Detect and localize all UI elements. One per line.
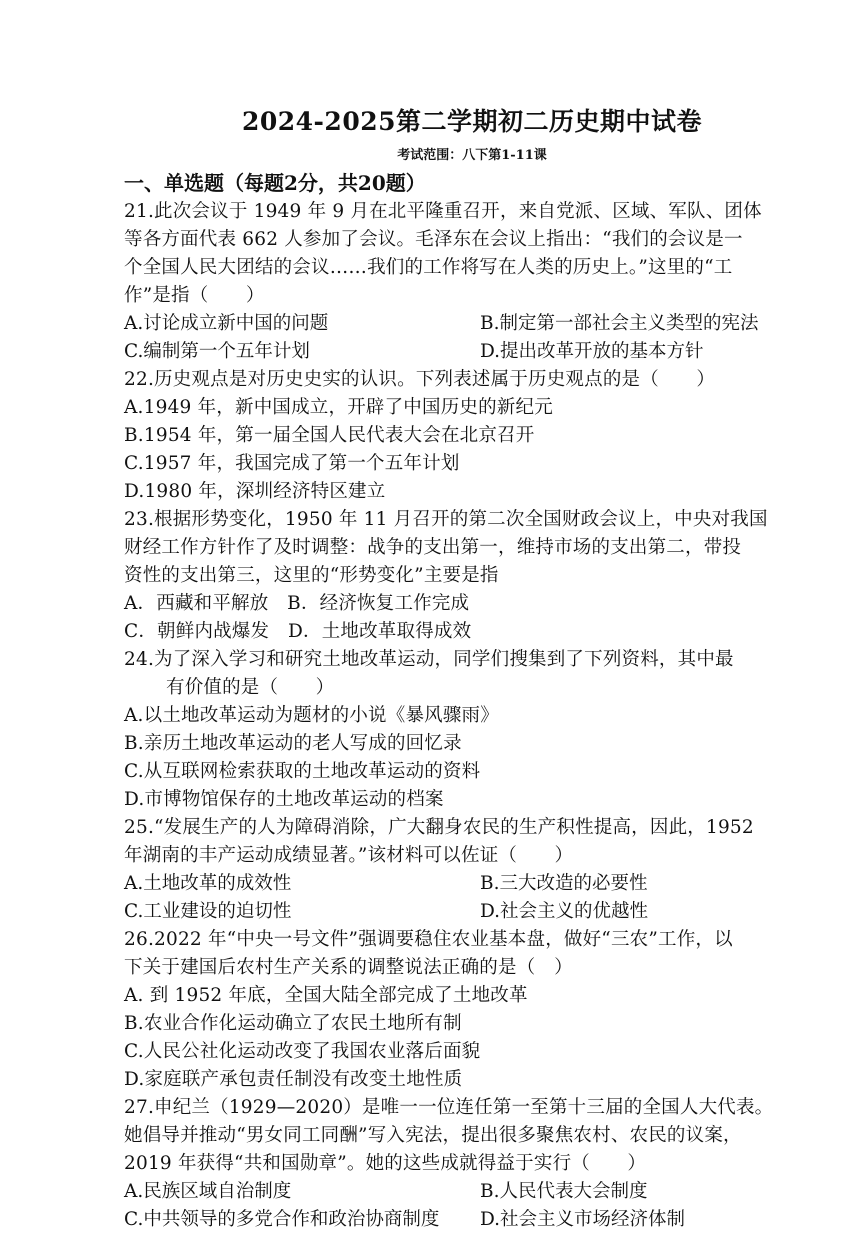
answer-option[interactable]: B.制定第一部社会主义类型的宪法 <box>480 313 759 334</box>
question-stem-line: 22.历史观点是对历史史实的认识。下列表述属于历史观点的是（ ） <box>124 369 716 390</box>
answer-option[interactable]: C.中共领导的多党合作和政治协商制度 <box>124 1209 440 1230</box>
answer-option[interactable]: D.1980 年，深圳经济特区建立 <box>124 481 386 502</box>
answer-option[interactable]: B.三大改造的必要性 <box>480 873 648 894</box>
question-23 <box>124 506 820 646</box>
answer-option[interactable]: D.家庭联产承包责任制没有改变土地性质 <box>124 1069 463 1090</box>
question-22 <box>124 366 820 506</box>
answer-option[interactable]: B.农业合作化运动确立了农民土地所有制 <box>124 1013 462 1034</box>
question-stem-line: 财经工作方针作了及时调整：战争的支出第一，维持市场的支出第二，带投 <box>124 537 742 558</box>
answer-option[interactable]: B.人民代表大会制度 <box>480 1181 648 1202</box>
question-25 <box>124 814 820 926</box>
question-stem-line: 25.“发展生产的人为障碍消除，广大翻身农民的生产积性提高，因此，1952 <box>124 817 754 838</box>
answer-option[interactable]: B.1954 年，第一届全国人民代表大会在北京召开 <box>124 425 535 446</box>
question-stem-line: 27.申纪兰（1929—2020）是唯一一位连任第一至第十三届的全国人大代表。 <box>124 1097 774 1118</box>
question-21 <box>124 198 820 366</box>
option-row <box>124 310 820 338</box>
question-stem-line: 26.2022 年“中央一号文件”强调要稳住农业基本盘，做好“三农”工作，以 <box>124 929 733 950</box>
question-stem-line: 等各方面代表 662 人参加了会议。毛泽东在会议上指出：“我们的会议是一 <box>124 229 743 250</box>
answer-option[interactable]: A．西藏和平解放 B．经济恢复工作完成 <box>124 593 470 614</box>
answer-option[interactable]: D.社会主义的优越性 <box>480 901 649 922</box>
answer-option[interactable]: D.提出改革开放的基本方针 <box>480 341 704 362</box>
option-row <box>124 870 820 898</box>
answer-option[interactable]: C.从互联网检索获取的土地改革运动的资料 <box>124 761 481 782</box>
answer-option[interactable]: A. 到 1952 年底，全国大陆全部完成了土地改革 <box>124 985 528 1006</box>
option-row <box>124 898 820 926</box>
question-stem-line: 有价值的是（ ） <box>166 677 335 698</box>
question-stem-line: 21.此次会议于 1949 年 9 月在北平隆重召开，来自党派、区域、军队、团体 <box>124 201 762 222</box>
answer-option[interactable]: D.市博物馆保存的土地改革运动的档案 <box>124 789 444 810</box>
option-row <box>124 338 820 366</box>
answer-option[interactable]: B.亲历土地改革运动的老人写成的回忆录 <box>124 733 462 754</box>
question-stem-line: 24.为了深入学习和研究土地改革运动，同学们搜集到了下列资料，其中最 <box>124 649 734 670</box>
answer-option[interactable]: A.1949 年，新中国成立，开辟了中国历史的新纪元 <box>124 397 553 418</box>
exam-scope: 考试范围：八下第1-11课 <box>397 148 547 163</box>
question-24 <box>124 646 820 814</box>
question-stem-line: 23.根据形势变化，1950 年 11 月召开的第二次全国财政会议上，中央对我国 <box>124 509 768 530</box>
question-stem-line: 年湖南的丰产运动成绩显著。”该材料可以佐证（ ） <box>124 845 574 866</box>
answer-option[interactable]: A.民族区域自治制度 <box>124 1181 292 1202</box>
answer-option[interactable]: C.工业建设的迫切性 <box>124 901 292 922</box>
question-27 <box>124 1094 820 1234</box>
section-heading: 一、单选题（每题2分，共20题） <box>124 171 426 195</box>
question-stem-line: 2019 年获得“共和国勋章”。她的这些成就得益于实行（ ） <box>124 1153 647 1174</box>
answer-option[interactable]: C.人民公社化运动改变了我国农业落后面貌 <box>124 1041 481 1062</box>
question-stem-line: 她倡导并推动“男女同工同酬”写入宪法，提出很多聚焦农村、农民的议案， <box>124 1125 742 1146</box>
option-row <box>124 1206 820 1234</box>
question-stem-line: 个全国人民大团结的会议……我们的工作将写在人类的历史上。”这里的“工 <box>124 257 733 278</box>
question-26 <box>124 926 820 1094</box>
question-list <box>124 198 820 1234</box>
answer-option[interactable]: C．朝鲜内战爆发 D．土地改革取得成效 <box>124 621 472 642</box>
answer-option[interactable]: C.编制第一个五年计划 <box>124 341 310 362</box>
question-stem-line: 下关于建国后农村生产关系的调整说法正确的是（ ） <box>124 957 573 978</box>
option-row <box>124 1178 820 1206</box>
exam-title: 2024-2025第二学期初二历史期中试卷 <box>241 107 703 136</box>
answer-option[interactable]: A.讨论成立新中国的问题 <box>124 313 329 334</box>
answer-option[interactable]: D.社会主义市场经济体制 <box>480 1209 686 1230</box>
question-stem-line: 资性的支出第三，这里的“形势变化”主要是指 <box>124 565 499 586</box>
answer-option[interactable]: C.1957 年，我国完成了第一个五年计划 <box>124 453 460 474</box>
answer-option[interactable]: A.土地改革的成效性 <box>124 873 292 894</box>
answer-option[interactable]: A.以土地改革运动为题材的小说《暴风骤雨》 <box>124 705 499 726</box>
question-stem-line: 作”是指（ ） <box>124 285 265 306</box>
